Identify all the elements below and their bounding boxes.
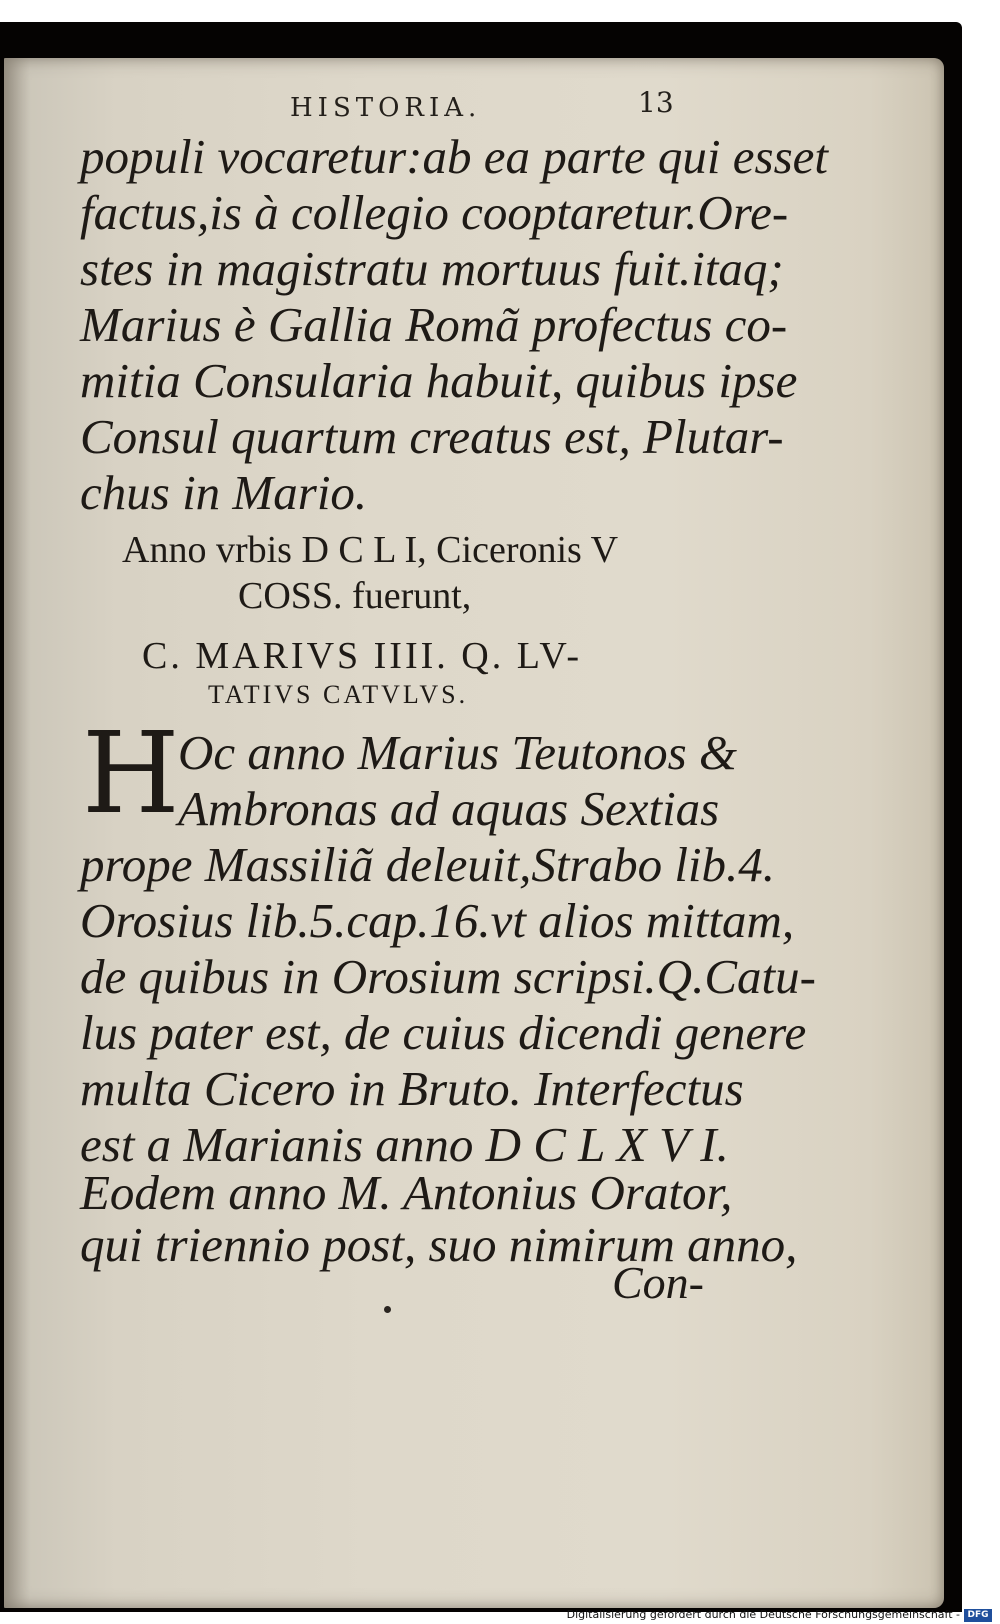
text-line: de quibus in Orosium scripsi.Q.Catu- <box>80 949 816 1004</box>
text-line: qui triennio post, suo nimirum anno, <box>80 1217 798 1272</box>
drop-cap: H <box>82 709 180 839</box>
text-line: lus pater est, de cuius dicendi genere <box>80 1005 807 1060</box>
text-line: Marius è Gallia Romã profectus co- <box>80 297 788 352</box>
consuls-line: C. MARIVS IIII. Q. LV- <box>142 635 583 677</box>
text-line: prope Massiliã deleuit,Strabo lib.4. <box>80 837 776 892</box>
text-line: factus,is à collegio cooptaretur.Ore- <box>80 185 789 240</box>
text-line: populi vocaretur:ab ea parte qui esset <box>80 129 829 184</box>
text-line: Ambronas ad aquas Sextias <box>178 781 720 836</box>
text-line: Eodem anno M. Antonius Orator, <box>80 1165 733 1220</box>
running-head: HISTORIA. <box>290 93 482 123</box>
text-line: Consul quartum creatus est, Plutar- <box>80 409 784 464</box>
year-heading-line: Anno vrbis D C L I, Ciceronis V <box>122 529 619 571</box>
text-line: Oc anno Marius Teutonos & <box>178 725 738 780</box>
page-number: 13 <box>638 86 674 119</box>
text-line: est a Marianis anno D C L X V I. <box>80 1117 729 1172</box>
text-line: Orosius lib.5.cap.16.vt alios mittam, <box>80 893 795 948</box>
text-line: stes in magistratu mortuus fuit.itaq; <box>80 241 784 296</box>
digitization-credit: Digitalisierung gefördert durch die Deutsche Forschungsgemeinschaft - <box>566 1608 960 1621</box>
dfg-logo: DFG <box>964 1609 992 1622</box>
consuls-line: TATIVS CATVLVS. <box>208 680 469 709</box>
page-gutter-shadow <box>4 58 30 1608</box>
ink-dot <box>384 1306 391 1313</box>
text-line: mitia Consularia habuit, quibus ipse <box>80 353 798 408</box>
catchword: Con- <box>612 1257 704 1308</box>
text-line: multa Cicero in Bruto. Interfectus <box>80 1061 744 1116</box>
text-line: chus in Mario. <box>80 465 368 520</box>
year-heading-line: COSS. fuerunt, <box>238 575 472 617</box>
